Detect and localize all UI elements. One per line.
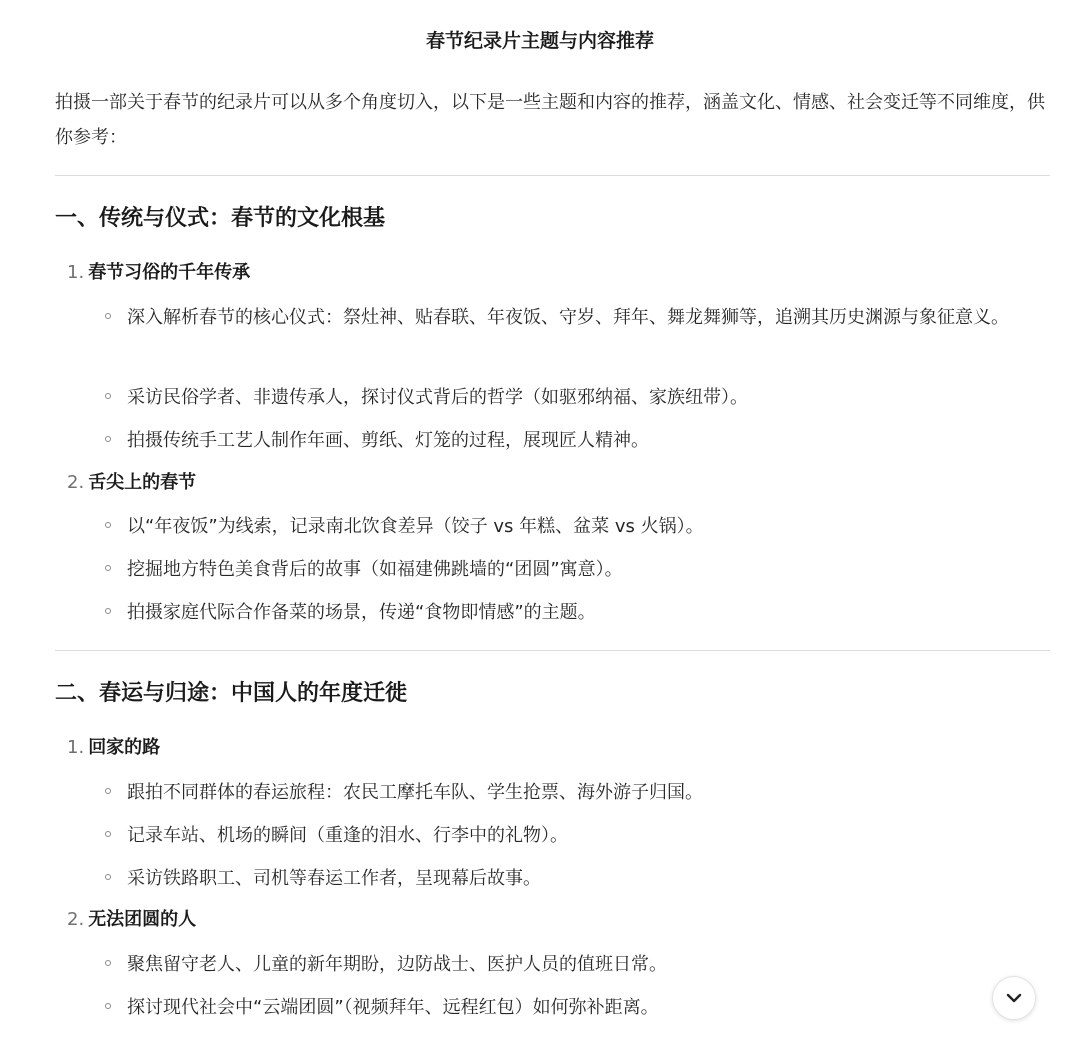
list-item: 拍摄传统手工艺人制作年画、剪纸、灯笼的过程，展现匠人精神。 bbox=[105, 423, 1067, 458]
bullet-icon bbox=[105, 313, 111, 319]
list-item-heading bbox=[67, 470, 196, 496]
list-number: 2. bbox=[67, 472, 85, 493]
list-item: 记录车站、机场的瞬间（重逢的泪水、行李中的礼物）。 bbox=[105, 818, 1067, 853]
list-item-heading bbox=[67, 907, 196, 933]
divider bbox=[55, 650, 1050, 651]
scroll-down-button[interactable] bbox=[992, 976, 1036, 1020]
list-item: 跟拍不同群体的春运旅程：农民工摩托车队、学生抢票、海外游子归国。 bbox=[105, 775, 1067, 810]
list-item-heading bbox=[67, 735, 160, 761]
list-item: 探讨现代社会中“云端团圆”（视频拜年、远程红包）如何弥补距离。 bbox=[105, 990, 1067, 1025]
bullet-icon bbox=[105, 788, 111, 794]
page-title: 春节纪录片主题与内容推荐 bbox=[425, 30, 654, 52]
list-number: 1. bbox=[67, 737, 85, 758]
bullet-icon bbox=[105, 565, 111, 571]
bullet-icon bbox=[105, 608, 111, 614]
list-item: 以“年夜饭”为线索，记录南北饮食差异（饺子 vs 年糕、盆菜 vs 火锅）。 bbox=[105, 509, 1067, 544]
list-item: 采访铁路职工、司机等春运工作者，呈现幕后故事。 bbox=[105, 861, 1067, 896]
list-item: 挖掘地方特色美食背后的故事（如福建佛跳墙的“团圆”寓意）。 bbox=[105, 552, 1067, 587]
section-heading: 二、春运与归途：中国人的年度迁徙 bbox=[55, 681, 408, 706]
list-item: 拍摄家庭代际合作备菜的场景，传递“食物即情感”的主题。 bbox=[105, 595, 1067, 630]
divider bbox=[55, 175, 1050, 176]
bullet-icon bbox=[105, 436, 111, 442]
list-number: 1. bbox=[67, 262, 85, 283]
bullet-icon bbox=[105, 1003, 111, 1009]
bullet-icon bbox=[105, 522, 111, 528]
list-item: 深入解析春节的核心仪式：祭灶神、贴春联、年夜饭、守岁、拜年、舞龙舞狮等，追溯其历史渊源与象征意义。 bbox=[105, 300, 1067, 335]
list-number: 2. bbox=[67, 909, 85, 930]
list-item-title: 舌尖上的春节 bbox=[88, 472, 197, 493]
bullet-icon bbox=[105, 874, 111, 880]
bullet-icon bbox=[105, 393, 111, 399]
list-item-title: 春节习俗的千年传承 bbox=[88, 262, 251, 283]
intro-paragraph: 拍摄一部关于春节的纪录片可以从多个角度切入，以下是一些主题和内容的推荐，涵盖文化、情感、社会变迁等不同维度，供你参考： bbox=[55, 92, 1045, 148]
chevron-down-icon bbox=[1004, 988, 1024, 1008]
section-heading: 一、传统与仪式：春节的文化根基 bbox=[55, 206, 386, 231]
list-item-heading bbox=[67, 260, 250, 286]
bullet-icon bbox=[105, 960, 111, 966]
list-item-title: 无法团圆的人 bbox=[88, 909, 197, 930]
bullet-icon bbox=[105, 831, 111, 837]
list-item-title: 回家的路 bbox=[88, 737, 161, 758]
list-item: 采访民俗学者、非遗传承人，探讨仪式背后的哲学（如驱邪纳福、家族纽带）。 bbox=[105, 380, 1067, 415]
list-item: 聚焦留守老人、儿童的新年期盼，边防战士、医护人员的值班日常。 bbox=[105, 947, 1067, 982]
